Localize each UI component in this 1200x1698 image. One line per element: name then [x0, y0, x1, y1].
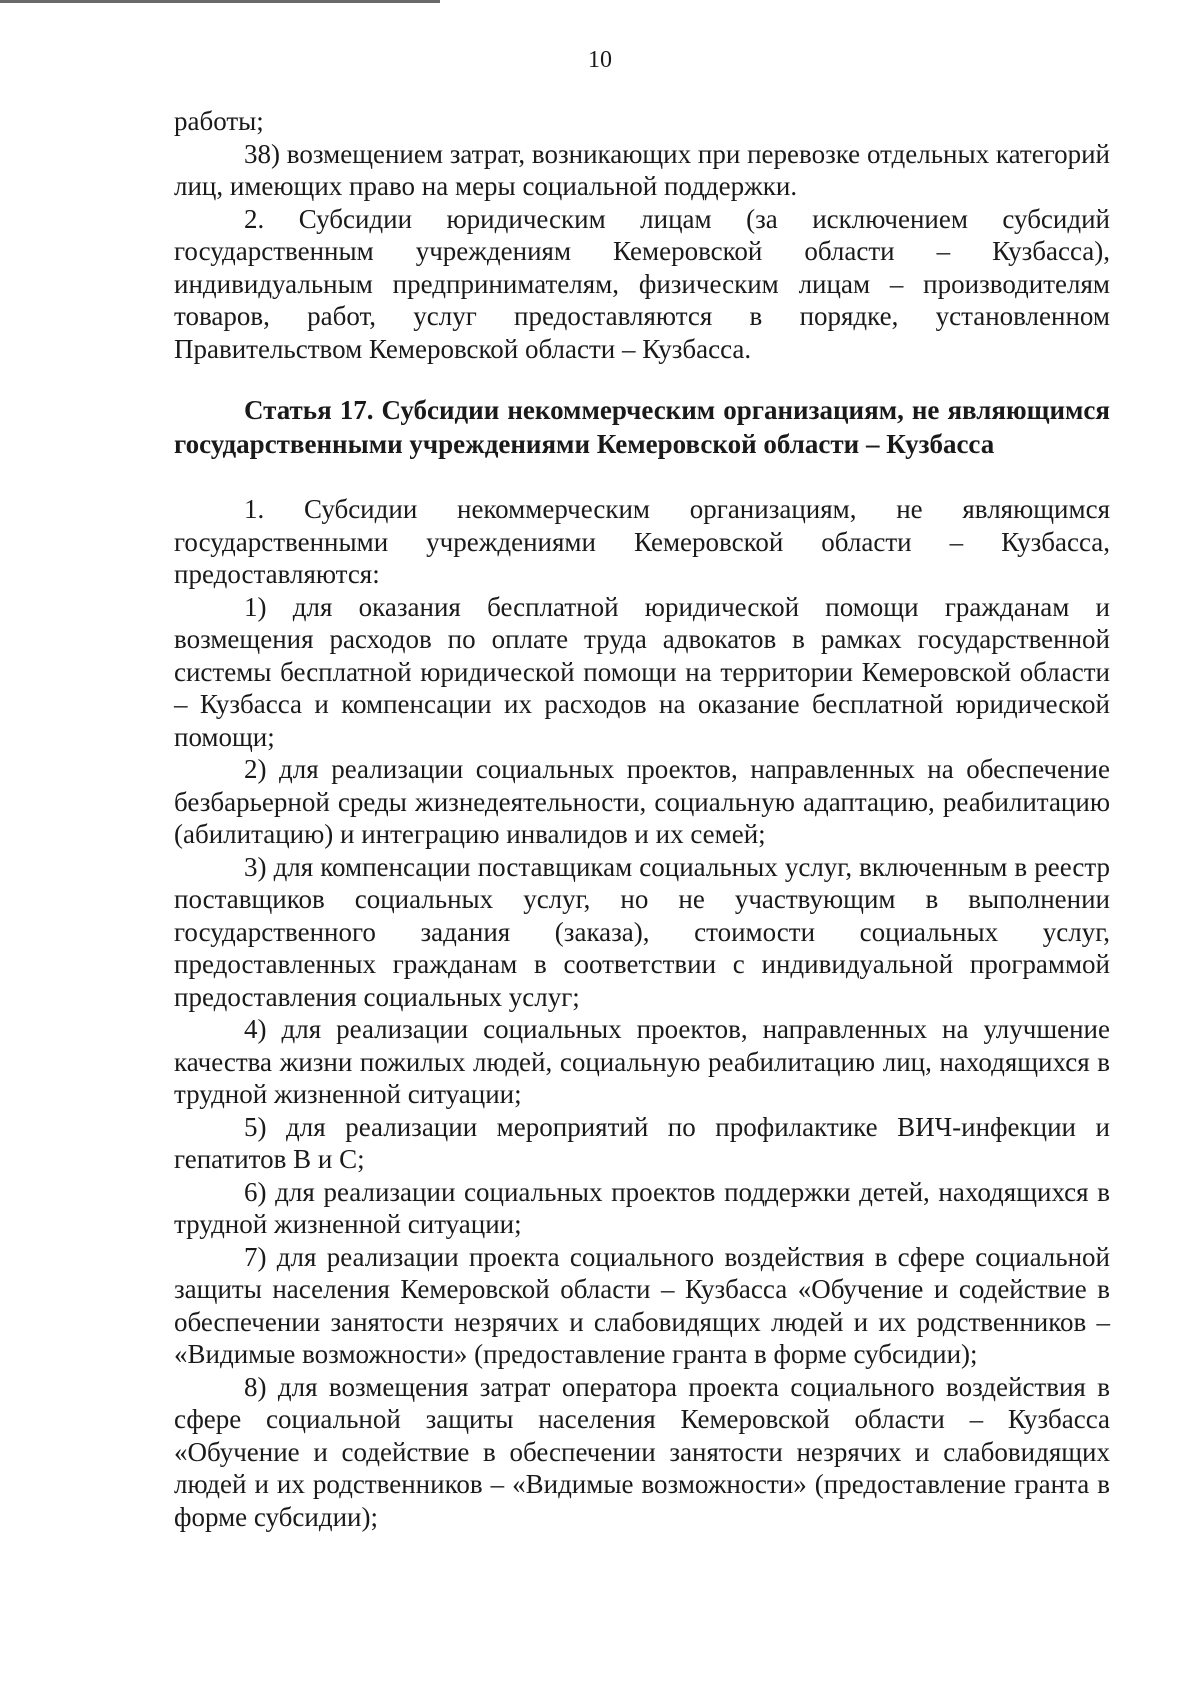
- paragraph: работы;: [174, 106, 264, 136]
- list-item: 2) для реализации социальных проектов, направленных на обеспечение безбарьерной среды жизнедеятельности, социальную адаптацию, реабилитацию (абилитацию) и интеграцию инвалидов и их семей;: [174, 754, 1110, 849]
- page-number: 10: [588, 47, 612, 73]
- document-body: [174, 105, 1110, 1533]
- list-item: 5) для реализации мероприятий по профилактике ВИЧ-инфекции и гепатитов В и С;: [174, 1111, 1110, 1174]
- list-item: 1) для оказания бесплатной юридической помощи гражданам и возмещения расходов по оплате труда адвокатов в рамках государственной системы бесплатной юридической помощи на территории Кемеровской области – Кузбасса и компенсации их расходов на оказание бесплатной юридической помощи;: [174, 591, 1110, 752]
- scan-edge-line: [0, 0, 440, 3]
- list-item: 7) для реализации проекта социального воздействия в сфере социальной защиты населения Кемеровской области – Кузбасса «Обучение и содействие в обеспечении занятости незрячих и слабовидящих людей и их родственников – «Видимые возможности» (предоставление гранта в форме субсидии);: [174, 1241, 1110, 1369]
- paragraph: 38) возмещением затрат, возникающих при перевозке отдельных категорий лиц, имеющих право на меры социальной поддержки.: [174, 138, 1110, 201]
- list-item: 6) для реализации социальных проектов поддержки детей, находящихся в трудной жизненной ситуации;: [174, 1176, 1110, 1239]
- paragraph: 1. Субсидии некоммерческим организациям, не являющимся государственными учреждениями Кемеровской области – Кузбасса, предоставляются:: [174, 494, 1110, 589]
- list-item: 4) для реализации социальных проектов, направленных на улучшение качества жизни пожилых людей, социальную реабилитацию лиц, находящихся в трудной жизненной ситуации;: [174, 1014, 1110, 1109]
- article-heading: Статья 17. Субсидии некоммерческим организациям, не являющимся государственными учреждениями Кемеровской области – Кузбасса: [174, 395, 1110, 459]
- list-item: 3) для компенсации поставщикам социальных услуг, включенным в реестр поставщиков социальных услуг, но не участвующим в выполнении государственного задания (заказа), стоимости социальных услуг, предоставленных гражданам в соответствии с индивидуальной программой предоставления социальных услуг;: [174, 851, 1110, 1012]
- paragraph: 2. Субсидии юридическим лицам (за исключением субсидий государственным учреждениям Кемеровской области – Кузбасса), индивидуальным предпринимателям, физическим лицам – производителям товаров, работ, услуг предоставляются в порядке, установленном Правительством Кемеровской области – Кузбасса.: [174, 203, 1110, 364]
- list-item: 8) для возмещения затрат оператора проекта социального воздействия в сфере социальной защиты населения Кемеровской области – Кузбасса «Обучение и содействие в обеспечении занятости незрячих и слабовидящих людей и их родственников – «Видимые возможности» (предоставление гранта в форме субсидии);: [174, 1371, 1110, 1532]
